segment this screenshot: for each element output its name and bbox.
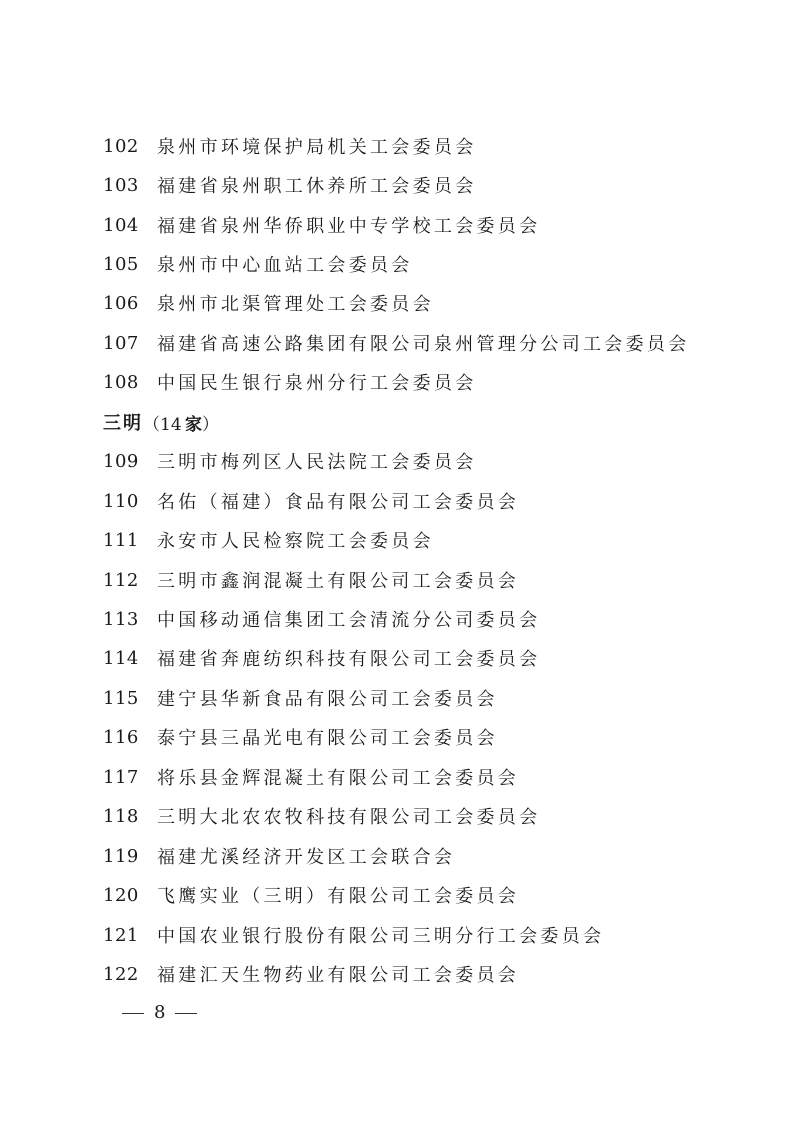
item-number: 122: [103, 963, 139, 985]
item-name: 永安市人民检察院工会委员会: [157, 531, 434, 552]
list-item: [103, 446, 477, 476]
footer-dash-left: [122, 1013, 144, 1014]
item-number: 111: [103, 529, 139, 551]
item-name: 中国移动通信集团工会清流分公司委员会: [157, 610, 541, 631]
list-item: [103, 643, 540, 673]
list-item: [103, 801, 540, 831]
footer-dash-right: [175, 1013, 197, 1014]
item-number: 102: [103, 135, 139, 157]
list-item: [103, 762, 519, 792]
item-name: 泰宁县三晶光电有限公司工会委员会: [157, 728, 498, 749]
item-name: 三明市梅列区人民法院工会委员会: [157, 452, 477, 473]
list-item: [103, 249, 413, 279]
item-number: 114: [103, 647, 139, 669]
list-item: [103, 525, 434, 555]
item-number: 110: [103, 490, 139, 512]
item-number: 104: [103, 214, 139, 236]
list-item: [103, 328, 690, 358]
section-count: （14 家）: [143, 414, 220, 435]
item-name: 中国民生银行泉州分行工会委员会: [157, 373, 477, 394]
list-item: [103, 604, 540, 634]
item-name: 福建省泉州职工休养所工会委员会: [157, 176, 477, 197]
item-name: 三明市鑫润混凝土有限公司工会委员会: [157, 571, 520, 592]
list-item: [103, 959, 519, 989]
item-number: 113: [103, 608, 139, 630]
list-item: [103, 920, 604, 950]
item-name: 名佑（福建）食品有限公司工会委员会: [157, 492, 520, 513]
item-number: 109: [103, 450, 139, 472]
list-item: [103, 210, 540, 240]
item-name: 三明大北农农牧科技有限公司工会委员会: [157, 807, 541, 828]
list-item: [103, 131, 477, 161]
item-number: 115: [103, 687, 139, 709]
list-item: [103, 722, 498, 752]
item-number: 112: [103, 569, 139, 591]
list-item: [103, 880, 519, 910]
item-number: 118: [103, 805, 139, 827]
page-footer: [112, 1000, 207, 1024]
list-item: [103, 170, 477, 200]
list-item: [103, 367, 477, 397]
item-name: 将乐县金辉混凝土有限公司工会委员会: [157, 768, 520, 789]
item-number: 108: [103, 371, 139, 393]
item-name: 福建省泉州华侨职业中专学校工会委员会: [157, 216, 541, 237]
list-item: [103, 841, 455, 871]
item-name: 泉州市中心血站工会委员会: [157, 255, 413, 276]
item-name: 建宁县华新食品有限公司工会委员会: [157, 689, 498, 710]
section-heading: [103, 407, 219, 437]
item-name: 福建汇天生物药业有限公司工会委员会: [157, 965, 520, 986]
item-name: 福建尤溪经济开发区工会联合会: [157, 847, 456, 868]
list-item: [103, 486, 519, 516]
item-number: 116: [103, 726, 139, 748]
item-name: 中国农业银行股份有限公司三明分行工会委员会: [157, 926, 605, 947]
item-number: 103: [103, 174, 139, 196]
item-number: 121: [103, 924, 139, 946]
item-name: 泉州市北渠管理处工会委员会: [157, 294, 434, 315]
item-number: 107: [103, 332, 139, 354]
section-title: 三明: [103, 413, 143, 434]
item-number: 117: [103, 766, 139, 788]
list-item: [103, 565, 519, 595]
item-number: 120: [103, 884, 139, 906]
list-item: [103, 683, 498, 713]
item-name: 飞鹰实业（三明）有限公司工会委员会: [157, 886, 520, 907]
list-item: [103, 288, 434, 318]
item-number: 119: [103, 845, 139, 867]
item-name: 泉州市环境保护局机关工会委员会: [157, 137, 477, 158]
item-name: 福建省高速公路集团有限公司泉州管理分公司工会委员会: [157, 334, 690, 355]
item-number: 105: [103, 253, 139, 275]
page-number: 8: [154, 1001, 166, 1023]
item-number: 106: [103, 292, 139, 314]
item-name: 福建省奔鹿纺织科技有限公司工会委员会: [157, 649, 541, 670]
